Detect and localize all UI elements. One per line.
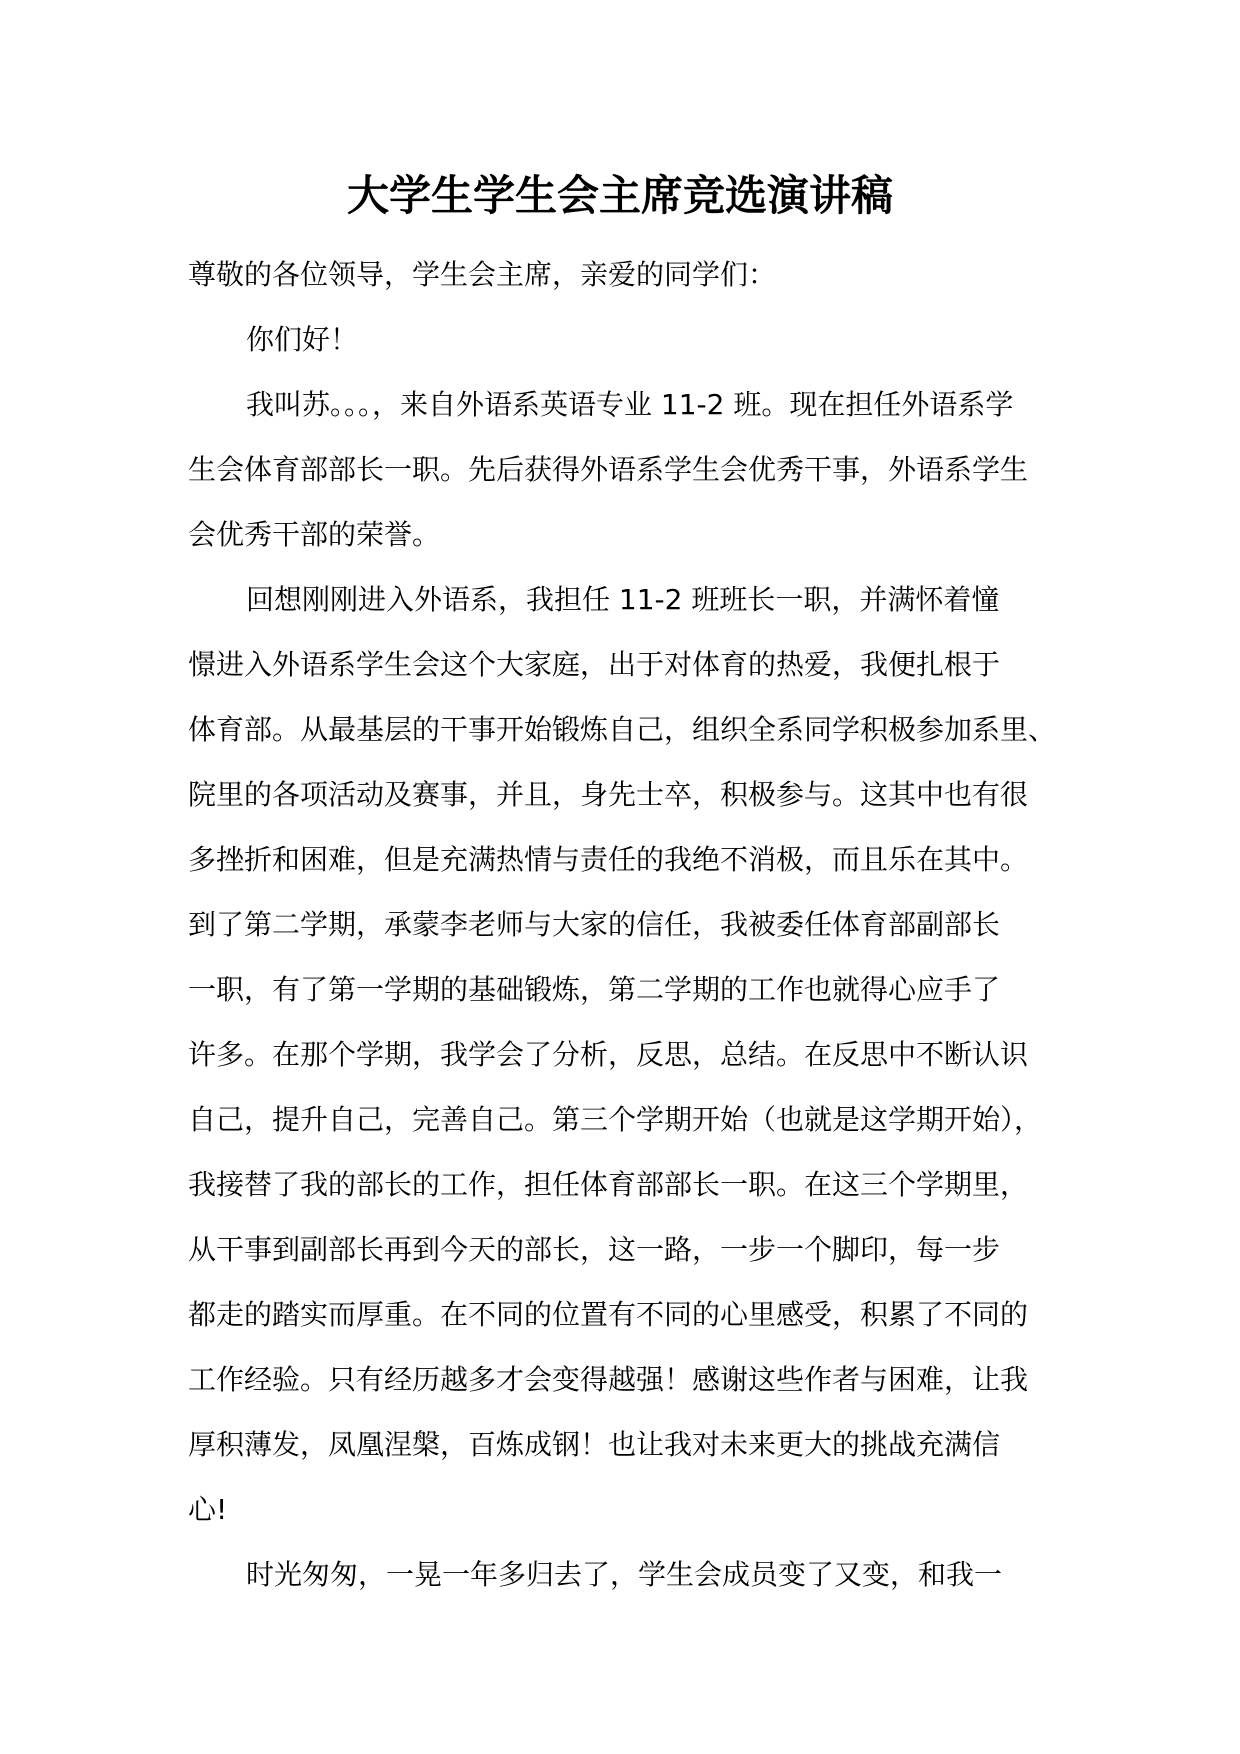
- body-line: 憬进入外语系学生会这个大家庭，出于对体育的热爱，我便扎根于: [188, 648, 1001, 681]
- body-line: 许多。在那个学期，我学会了分析，反思，总结。在反思中不断认识: [188, 1038, 1029, 1071]
- body-line: 会优秀干部的荣誉。: [188, 518, 441, 551]
- body-line: 生会体育部部长一职。先后获得外语系学生会优秀干事，外语系学生: [188, 453, 1029, 486]
- body-line: 厚积薄发，凤凰涅槃，百炼成钢！也让我对未来更大的挑战充满信: [188, 1428, 1001, 1461]
- greeting-line: 你们好！: [246, 323, 359, 356]
- document-body: [188, 242, 1064, 1607]
- body-line: 一职，有了第一学期的基础锻炼，第二学期的工作也就得心应手了: [188, 973, 1001, 1006]
- body-line: 体育部。从最基层的干事开始锻炼自己，组织全系同学积极参加系里、: [188, 713, 1057, 746]
- body-line: 心!: [188, 1493, 228, 1526]
- document-title: 大学生学生会主席竞选演讲稿: [346, 171, 893, 220]
- body-line: 都走的踏实而厚重。在不同的位置有不同的心里感受，积累了不同的: [188, 1298, 1029, 1331]
- body-line: 工作经验。只有经历越多才会变得越强！感谢这些作者与困难，让我: [188, 1363, 1029, 1396]
- body-line: 多挫折和困难，但是充满热情与责任的我绝不消极，而且乐在其中。: [188, 843, 1029, 876]
- body-line: 从干事到副部长再到今天的部长，这一路，一步一个脚印，每一步: [188, 1233, 1001, 1266]
- body-line: 到了第二学期，承蒙李老师与大家的信任，我被委任体育部副部长: [188, 908, 1001, 941]
- body-line: 自己，提升自己，完善自己。第三个学期开始（也就是这学期开始），: [188, 1103, 1043, 1136]
- body-line: 时光匆匆，一晃一年多归去了，学生会成员变了又变，和我一: [246, 1558, 1003, 1591]
- body-line: 院里的各项活动及赛事，并且，身先士卒，积极参与。这其中也有很: [188, 778, 1029, 811]
- body-line: 我接替了我的部长的工作，担任体育部部长一职。在这三个学期里，: [188, 1168, 1029, 1201]
- body-line: 回想刚刚进入外语系，我担任 11-2 班班长一职，并满怀着憧: [246, 583, 1000, 616]
- body-line: 我叫苏。。。，来自外语系英语专业 11-2 班。现在担任外语系学: [246, 388, 1014, 421]
- salutation-line: 尊敬的各位领导，学生会主席，亲爱的同学们：: [188, 258, 777, 291]
